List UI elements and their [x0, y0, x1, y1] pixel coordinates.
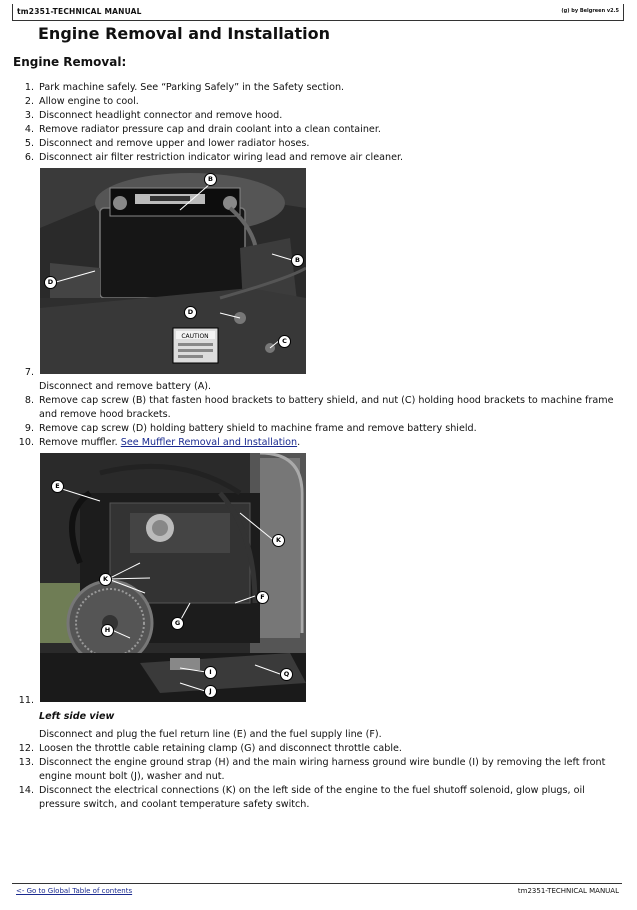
battery-photo	[40, 168, 306, 374]
step-number: 14.	[18, 785, 34, 796]
callout-b-right: B	[291, 254, 304, 267]
callout-q: Q	[280, 668, 293, 681]
battery-illustration	[40, 168, 306, 374]
callout-d-center: D	[184, 306, 197, 319]
callout-g: G	[171, 617, 184, 630]
step-text: Disconnect and plug the fuel return line (E) and the fuel supply line (F).	[39, 729, 382, 740]
step-number: 3.	[24, 110, 34, 121]
page-title: Engine Removal and Installation	[38, 24, 330, 43]
step-text: Disconnect and remove battery (A).	[39, 381, 212, 392]
step-text: Disconnect headlight connector and remove hood.	[39, 110, 283, 121]
callout-i: I	[204, 666, 217, 679]
engine-illustration	[40, 453, 306, 702]
step-number: 6.	[24, 152, 34, 163]
step-number: 8.	[24, 395, 34, 406]
callout-k-left: K	[99, 573, 112, 586]
step-text: Disconnect the engine ground strap (H) and the main wiring harness ground wire bundle (I) by removing the left front engine mount bolt (J), washer and nut.	[39, 757, 606, 782]
step-text: Park machine safely. See “Parking Safely” in the Safety section.	[39, 82, 345, 93]
step-text: Remove radiator pressure cap and drain coolant into a clean container.	[39, 124, 381, 135]
callout-h: H	[101, 624, 114, 637]
step-number: 10.	[18, 437, 34, 448]
callout-j: J	[204, 685, 217, 698]
global-toc-link[interactable]: <- Go to Global Table of contents	[16, 887, 133, 895]
step-text: Disconnect air filter restriction indicator wiring lead and remove air cleaner.	[39, 152, 404, 163]
step-number: 1.	[24, 82, 34, 93]
footer-manual-title: tm2351-TECHNICAL MANUAL	[517, 887, 619, 895]
step-10-text: Remove muffler.	[39, 437, 118, 448]
engine-left-side-photo	[40, 453, 306, 702]
muffler-procedure-link[interactable]: See Muffler Removal and Installation	[120, 437, 298, 448]
step-number: 2.	[24, 96, 34, 107]
section-subtitle: Engine Removal:	[13, 55, 127, 69]
step-10-period: .	[297, 437, 301, 448]
callout-c: C	[278, 335, 291, 348]
footer-divider	[12, 883, 622, 884]
step-number: 12.	[18, 743, 34, 754]
caution-decal-text: CAUTION	[181, 333, 209, 340]
step-text: Disconnect and remove upper and lower radiator hoses.	[39, 138, 310, 149]
callout-d-left: D	[44, 276, 57, 289]
step-text: Loosen the throttle cable retaining clamp (G) and disconnect throttle cable.	[39, 743, 402, 754]
header-credit: (g) by Belgreen v2.5	[561, 8, 619, 14]
step-number: 5.	[24, 138, 34, 149]
step-number: 7.	[24, 367, 34, 378]
callout-f: F	[256, 591, 269, 604]
step-number: 13.	[18, 757, 34, 768]
step-text: Remove cap screw (D) holding battery shield to machine frame and remove battery shield.	[39, 423, 477, 434]
step-number: 11.	[18, 695, 34, 706]
callout-b-top: B	[204, 173, 217, 186]
step-text: Allow engine to cool.	[39, 96, 139, 107]
callout-e: E	[51, 480, 64, 493]
callout-k-right: K	[272, 534, 285, 547]
figure-caption: Left side view	[39, 711, 115, 722]
step-number: 9.	[24, 423, 34, 434]
step-text: Disconnect the electrical connections (K) on the left side of the engine to the fuel shutoff solenoid, glow plugs, oil pressure switch, and coolant temperature safety switch.	[39, 785, 585, 810]
step-text	[39, 436, 614, 450]
step-text: Remove cap screw (B) that fasten hood brackets to battery shield, and nut (C) holding hood brackets to machine frame and remove hood brackets.	[39, 395, 614, 420]
header-manual-title: tm2351-TECHNICAL MANUAL	[17, 7, 142, 16]
step-number: 4.	[24, 124, 34, 135]
page-header	[12, 4, 624, 21]
